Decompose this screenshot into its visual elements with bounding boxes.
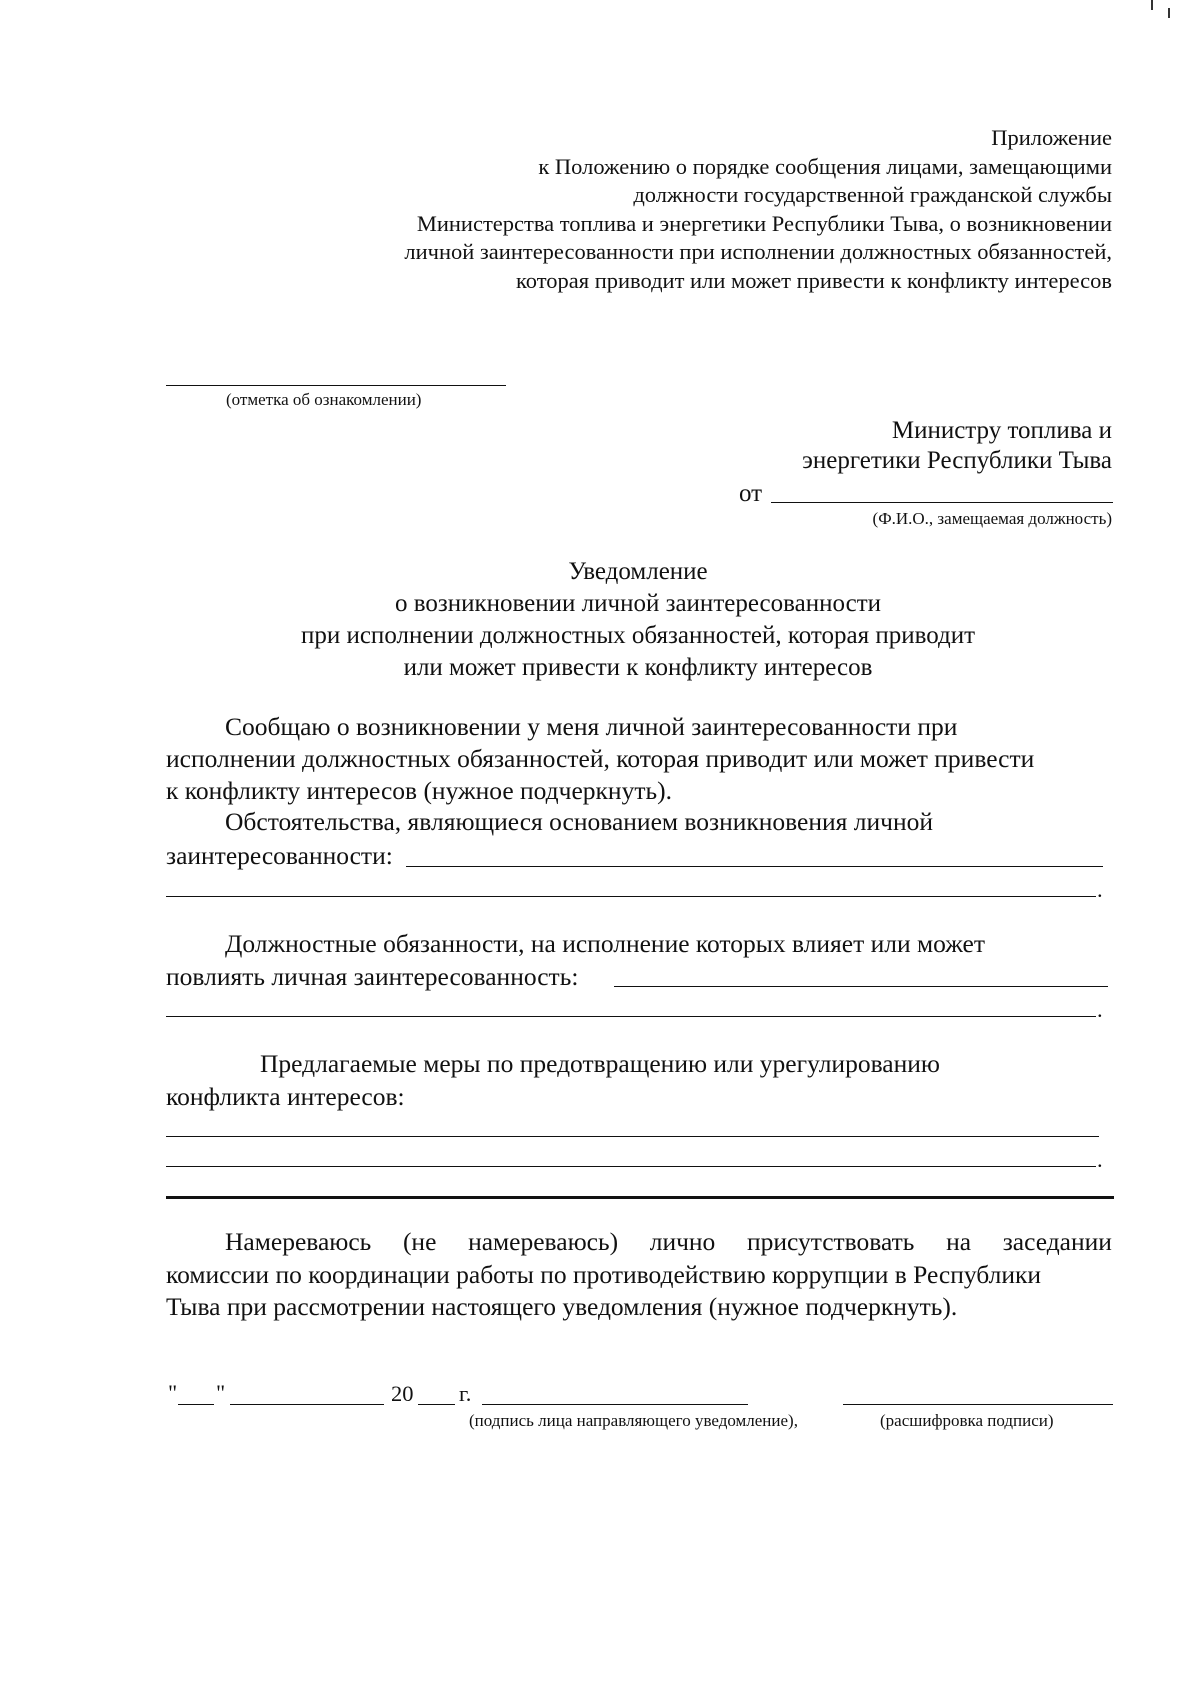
date-quote-close: "	[216, 1380, 226, 1405]
signature-caption: (подпись лица направляющего уведомление),	[469, 1411, 798, 1430]
section4-end-mark: .	[1097, 1147, 1103, 1172]
heading-title: Уведомление	[568, 558, 708, 585]
section1-line1: Сообщаю о возникновении у меня личной заинтересованности при	[225, 712, 958, 741]
section1-line2: исполнении должностных обязанностей, которая приводит или может привести	[166, 744, 1035, 773]
section3-line1: Должностные обязанности, на исполнение которых влияет или может	[225, 929, 986, 958]
section3-end-mark: .	[1097, 997, 1103, 1022]
section5-word: присутствовать	[746, 1227, 915, 1256]
scan-artifact-top-right-2	[1168, 8, 1170, 18]
section4-fill-line-2[interactable]	[166, 1166, 1096, 1167]
date-year-prefix: 20	[391, 1381, 414, 1406]
appendix-line: к Положению о порядке сообщения лицами, замещающими	[538, 153, 1112, 179]
section5-line2: комиссии по координации работы по противодействию коррупции в Республики	[166, 1260, 1042, 1289]
section1-line3: к конфликту интересов (нужное подчеркнуть).	[166, 776, 672, 805]
heading-line3: или может привести к конфликту интересов	[403, 654, 873, 681]
appendix-line: личной заинтересованности при исполнении должностных обязанностей,	[404, 239, 1112, 265]
date-year-suffix: г.	[459, 1381, 472, 1406]
section4-line2: конфликта интересов:	[166, 1082, 405, 1111]
addressee-from-label: от	[739, 480, 763, 507]
addressee-from-line[interactable]	[771, 502, 1113, 503]
addressee-line2: энергетики Республики Тыва	[802, 447, 1112, 474]
appendix-line: которая приводит или может привести к конфликту интересов	[515, 267, 1112, 293]
appendix-block	[404, 124, 1112, 296]
section3-fill-line-1[interactable]	[614, 986, 1108, 987]
appendix-line: должности государственной гражданской службы	[633, 182, 1112, 208]
date-year-line[interactable]	[418, 1404, 455, 1405]
acknowledgement-line	[166, 385, 506, 386]
section5-line1	[225, 1227, 1112, 1258]
appendix-line: Министерства топлива и энергетики Республики Тыва, о возникновении	[416, 210, 1112, 236]
section5-word: намереваюсь)	[468, 1227, 619, 1256]
section3-line2: повлиять личная заинтересованность:	[166, 962, 579, 991]
section2-fill-line-2[interactable]	[166, 896, 1096, 897]
section5-word: заседании	[1002, 1227, 1112, 1256]
section4-line1: Предлагаемые меры по предотвращению или урегулированию	[260, 1049, 940, 1078]
heading-line1: о возникновении личной заинтересованности	[394, 590, 882, 617]
date-month-line[interactable]	[230, 1404, 384, 1405]
addressee-line1: Министру топлива и	[891, 417, 1112, 444]
section4-fill-line-1[interactable]	[166, 1136, 1099, 1137]
signature-decoding-caption: (расшифровка подписи)	[880, 1411, 1054, 1430]
section5-line3: Тыва при рассмотрении настоящего уведомления (нужное подчеркнуть).	[166, 1292, 958, 1321]
separator-line	[166, 1196, 1114, 1199]
addressee-from-caption: (Ф.И.О., замещаемая должность)	[872, 509, 1112, 528]
heading-line2: при исполнении должностных обязанностей, которая приводит	[300, 622, 976, 649]
section2-end-mark: .	[1097, 877, 1103, 902]
section3-fill-line-2[interactable]	[166, 1016, 1096, 1017]
scan-artifact-top-right	[1151, 0, 1153, 10]
section5-word: (не	[402, 1227, 437, 1256]
section5-word: Намереваюсь	[225, 1227, 372, 1256]
signature-decoding-line[interactable]	[843, 1404, 1113, 1405]
signature-line[interactable]	[482, 1404, 748, 1405]
acknowledgement-caption: (отметка об ознакомлении)	[226, 390, 422, 409]
appendix-title: Приложение	[991, 125, 1112, 150]
section5-word: на	[946, 1227, 972, 1256]
date-quote-open: "	[168, 1380, 178, 1405]
section2-line1: Обстоятельства, являющиеся основанием возникновения личной	[225, 807, 934, 836]
section2-line2: заинтересованности:	[166, 841, 393, 870]
date-day-line[interactable]	[178, 1404, 214, 1405]
section5-word: лично	[649, 1227, 716, 1256]
section2-fill-line-1[interactable]	[406, 866, 1103, 867]
